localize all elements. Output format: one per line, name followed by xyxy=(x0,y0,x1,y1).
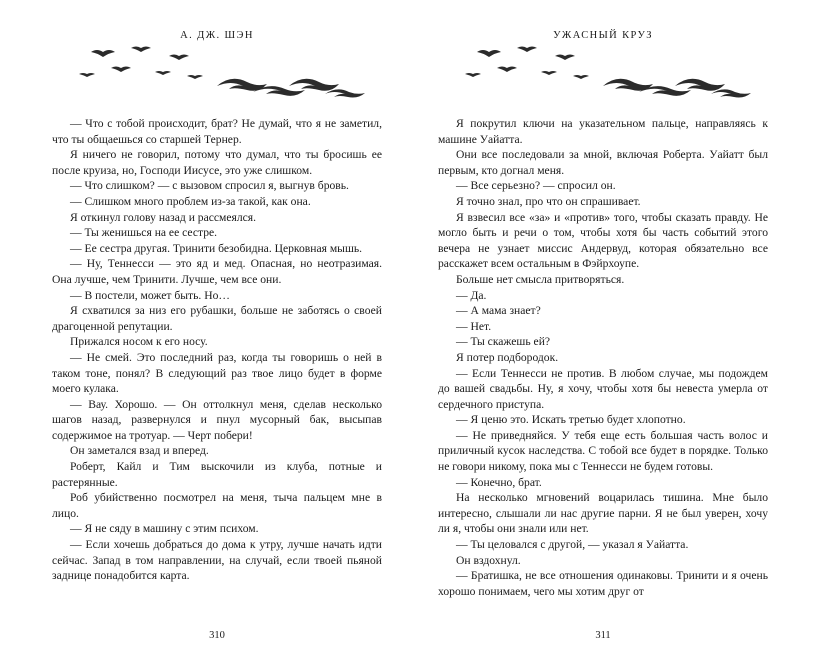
paragraph: Роберт, Кайл и Тим выскочили из клуба, потные и растерянные. xyxy=(52,460,382,489)
paragraph: Я откинул голову назад и рассмеялся. xyxy=(70,210,257,224)
paragraph: — Не приведняйся. У тебя еще есть большая часть волос и приличный кусок наследства. С тобой все будет в порядке. Только не говори никому, пока мы с Теннесси не будем готовы. xyxy=(438,428,768,474)
paragraph: Они все последовали за мной, включая Роберта. Уайатт был первым, кто догнал меня. xyxy=(438,148,768,177)
left-page-number: 310 xyxy=(209,630,225,641)
paragraph: — Нет. xyxy=(456,319,492,333)
paragraph: — Если хочешь добраться до дома к утру, лучше начать идти сейчас. Запад в том направлении, на случай, если твоей пьяной заднице понадобится карта. xyxy=(52,538,382,583)
right-page-number: 311 xyxy=(595,630,611,641)
paragraph: — Да. xyxy=(456,288,487,302)
paragraph: Он вздохнул. xyxy=(456,553,521,567)
paragraph: Я покрутил ключи на указательном пальце, направляясь к машине Уайатта. xyxy=(438,117,768,146)
paragraph: — Я не сяду в машину с этим психом. xyxy=(70,522,259,536)
birds-and-waves-ornament xyxy=(52,46,382,102)
paragraph: — Ее сестра другая. Тринити безобидна. Церковная мышь. xyxy=(70,241,363,255)
right-page-body xyxy=(438,116,768,624)
paragraph: — В постели, может быть. Но… xyxy=(70,288,230,302)
paragraph: — Ну, Теннесси — это яд и мед. Опасная, но неотразимая. Она лучше, чем Тринити. Лучше, чем все они. xyxy=(52,257,382,286)
left-page-body xyxy=(52,116,382,624)
paragraph: Больше нет смысла притворяться. xyxy=(456,272,625,286)
birds-and-waves-ornament xyxy=(438,46,768,102)
paragraph: Я взвесил все «за» и «против» того, чтобы сказать правду. Не могло быть и речи о том, чтобы хотя бы часть событий этого вечера не узнает миссис Андервуд, которая обязательно все расскажет всем остальным в Фэйрхоупе. xyxy=(438,210,768,271)
paragraph: — Слишком много проблем из-за такой, как она. xyxy=(70,194,311,208)
paragraph: — Вау. Хорошо. — Он оттолкнул меня, сделав несколько шагов назад, развернулся и пнул мусорный бак, высыпав содержимое на тротуар. — Черт побери! xyxy=(52,397,382,442)
paragraph: — Если Теннесси не против. В любом случае, мы подождем до вашей свадьбы. Ну, я хочу, чтобы хотя бы невеста умерла от сердечного приступа. xyxy=(438,366,768,411)
paragraph: Я потер подбородок. xyxy=(456,350,559,364)
paragraph: Я точно знал, про что он спрашивает. xyxy=(456,194,641,208)
paragraph: — Ты скажешь ей? xyxy=(456,335,551,349)
paragraph: — Братишка, не все отношения одинаковы. Тринити и я очень хорошо понимаем, чего мы хотим друг от xyxy=(438,569,768,598)
paragraph: — Конечно, брат. xyxy=(456,475,542,489)
paragraph: Я ничего не говорил, потому что думал, что ты бросишь ее после круиза, но, Господи Иисусе, это уже слишком. xyxy=(52,148,382,177)
paragraph: — Все серьезно? — спросил он. xyxy=(456,179,616,193)
paragraph: Я схватился за низ его рубашки, больше не заботясь о своей драгоценной репутации. xyxy=(52,304,382,333)
paragraph: — Ты женишься на ее сестре. xyxy=(70,226,218,240)
paragraph: — А мама знает? xyxy=(456,304,541,318)
paragraph: — Что с тобой происходит, брат? Не думай, что я не заметил, что ты общаешься со старшей Тернер. xyxy=(52,117,382,146)
right-page xyxy=(410,0,820,664)
right-running-head: УЖАСНЫЙ КРУЗ xyxy=(553,30,653,41)
paragraph: — Что слишком? — с вызовом спросил я, выгнув бровь. xyxy=(70,179,349,193)
paragraph: — Ты целовался с другой, — указал я Уайатта. xyxy=(456,538,689,552)
left-running-head: А. ДЖ. ШЭН xyxy=(180,30,254,41)
paragraph: — Я ценю это. Искать третью будет хлопотно. xyxy=(456,413,686,427)
paragraph: Прижался носом к его носу. xyxy=(70,335,208,349)
paragraph: Он заметался взад и вперед. xyxy=(70,444,209,458)
paragraph: На несколько мгновений воцарилась тишина. Мне было интересно, слышали ли нас другие парни. Я не был уверен, хочу ли я, чтобы они знали или нет. xyxy=(438,491,768,536)
paragraph: Роб убийственно посмотрел на меня, тыча пальцем мне в лицо. xyxy=(52,491,382,520)
paragraph: — Не смей. Это последний раз, когда ты говоришь о ней в таком тоне, понял? В следующий раз твое лицо будет в форме моего кулака. xyxy=(52,350,382,396)
